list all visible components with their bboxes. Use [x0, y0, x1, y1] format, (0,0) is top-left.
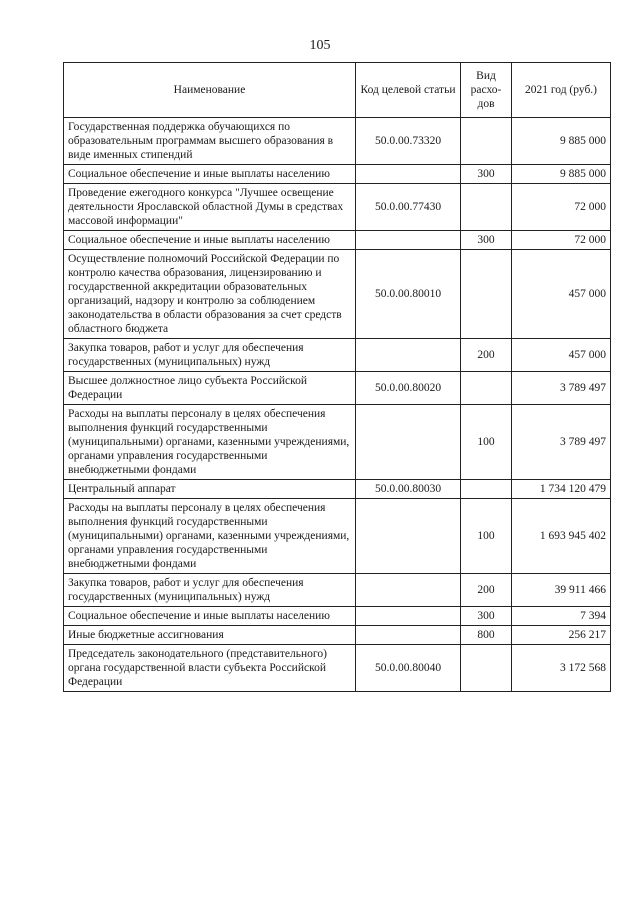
- row-code: 50.0.00.73320: [356, 118, 461, 165]
- row-vid: [461, 645, 512, 692]
- header-name: Наименование: [64, 63, 356, 118]
- row-name: Социальное обеспечение и иные выплаты населению: [64, 607, 356, 626]
- row-name: Иные бюджетные ассигнования: [64, 626, 356, 645]
- table-row: [64, 607, 611, 626]
- row-name: Расходы на выплаты персоналу в целях обеспечения выполнения функций государственными (муниципальными) органами, казенными учреждениями, органами управления государственными внебюджетными фондами: [64, 405, 356, 480]
- table-row: [64, 645, 611, 692]
- row-sum: 457 000: [512, 339, 611, 372]
- row-code: 50.0.00.80020: [356, 372, 461, 405]
- row-sum: 1 734 120 479: [512, 480, 611, 499]
- row-code: [356, 339, 461, 372]
- table-row: [64, 339, 611, 372]
- row-sum: 9 885 000: [512, 165, 611, 184]
- row-code: 50.0.00.80030: [356, 480, 461, 499]
- row-code: [356, 165, 461, 184]
- row-code: [356, 231, 461, 250]
- row-code: [356, 574, 461, 607]
- row-vid: [461, 372, 512, 405]
- row-vid: [461, 118, 512, 165]
- table-header-row: [64, 63, 611, 118]
- budget-table: [63, 62, 611, 692]
- row-name: Социальное обеспечение и иные выплаты населению: [64, 165, 356, 184]
- row-vid: 200: [461, 339, 512, 372]
- row-name: Государственная поддержка обучающихся по образовательным программам высшего образования в виде именных стипендий: [64, 118, 356, 165]
- row-vid: [461, 184, 512, 231]
- row-sum: 72 000: [512, 184, 611, 231]
- table-row: [64, 184, 611, 231]
- row-name: Проведение ежегодного конкурса "Лучшее освещение деятельности Ярославской областной Думы в средствах массовой информации": [64, 184, 356, 231]
- row-code: 50.0.00.77430: [356, 184, 461, 231]
- row-vid: 100: [461, 405, 512, 480]
- row-code: [356, 626, 461, 645]
- header-code: Код целевой статьи: [356, 63, 461, 118]
- row-sum: 256 217: [512, 626, 611, 645]
- row-code: [356, 607, 461, 626]
- row-code: [356, 405, 461, 480]
- row-name: Закупка товаров, работ и услуг для обеспечения государственных (муниципальных) нужд: [64, 574, 356, 607]
- row-sum: 9 885 000: [512, 118, 611, 165]
- row-vid: 800: [461, 626, 512, 645]
- row-name: Председатель законодательного (представительного) органа государственной власти субъекта Российской Федерации: [64, 645, 356, 692]
- row-sum: 72 000: [512, 231, 611, 250]
- row-vid: 200: [461, 574, 512, 607]
- table-row: [64, 405, 611, 480]
- row-name: Осуществление полномочий Российской Федерации по контролю качества образования, лицензированию и государственной аккредитации образовательных организаций, надзору и контролю за соблюдением законодательства в области образования за счет средств областного бюджета: [64, 250, 356, 339]
- table-row: [64, 165, 611, 184]
- row-sum: 3 789 497: [512, 372, 611, 405]
- row-sum: 3 789 497: [512, 405, 611, 480]
- row-sum: 39 911 466: [512, 574, 611, 607]
- table-row: [64, 499, 611, 574]
- row-name: Высшее должностное лицо субъекта Российской Федерации: [64, 372, 356, 405]
- page-number: 105: [309, 38, 331, 53]
- row-name: Социальное обеспечение и иные выплаты населению: [64, 231, 356, 250]
- table-row: [64, 574, 611, 607]
- row-name: Закупка товаров, работ и услуг для обеспечения государственных (муниципальных) нужд: [64, 339, 356, 372]
- row-vid: 100: [461, 499, 512, 574]
- row-vid: [461, 480, 512, 499]
- row-name: Центральный аппарат: [64, 480, 356, 499]
- table-row: [64, 626, 611, 645]
- header-sum: 2021 год (руб.): [512, 63, 611, 118]
- row-sum: 457 000: [512, 250, 611, 339]
- row-vid: 300: [461, 231, 512, 250]
- table-row: [64, 372, 611, 405]
- row-name: Расходы на выплаты персоналу в целях обеспечения выполнения функций государственными (муниципальными) органами, казенными учреждениями, органами управления государственными внебюджетными фондами: [64, 499, 356, 574]
- row-vid: 300: [461, 607, 512, 626]
- table-row: [64, 480, 611, 499]
- header-vid: Вид расхо-дов: [461, 63, 512, 118]
- row-code: [356, 499, 461, 574]
- row-sum: 7 394: [512, 607, 611, 626]
- table-row: [64, 118, 611, 165]
- row-sum: 1 693 945 402: [512, 499, 611, 574]
- table-row: [64, 250, 611, 339]
- row-sum: 3 172 568: [512, 645, 611, 692]
- row-code: 50.0.00.80040: [356, 645, 461, 692]
- row-vid: [461, 250, 512, 339]
- table-row: [64, 231, 611, 250]
- row-code: 50.0.00.80010: [356, 250, 461, 339]
- row-vid: 300: [461, 165, 512, 184]
